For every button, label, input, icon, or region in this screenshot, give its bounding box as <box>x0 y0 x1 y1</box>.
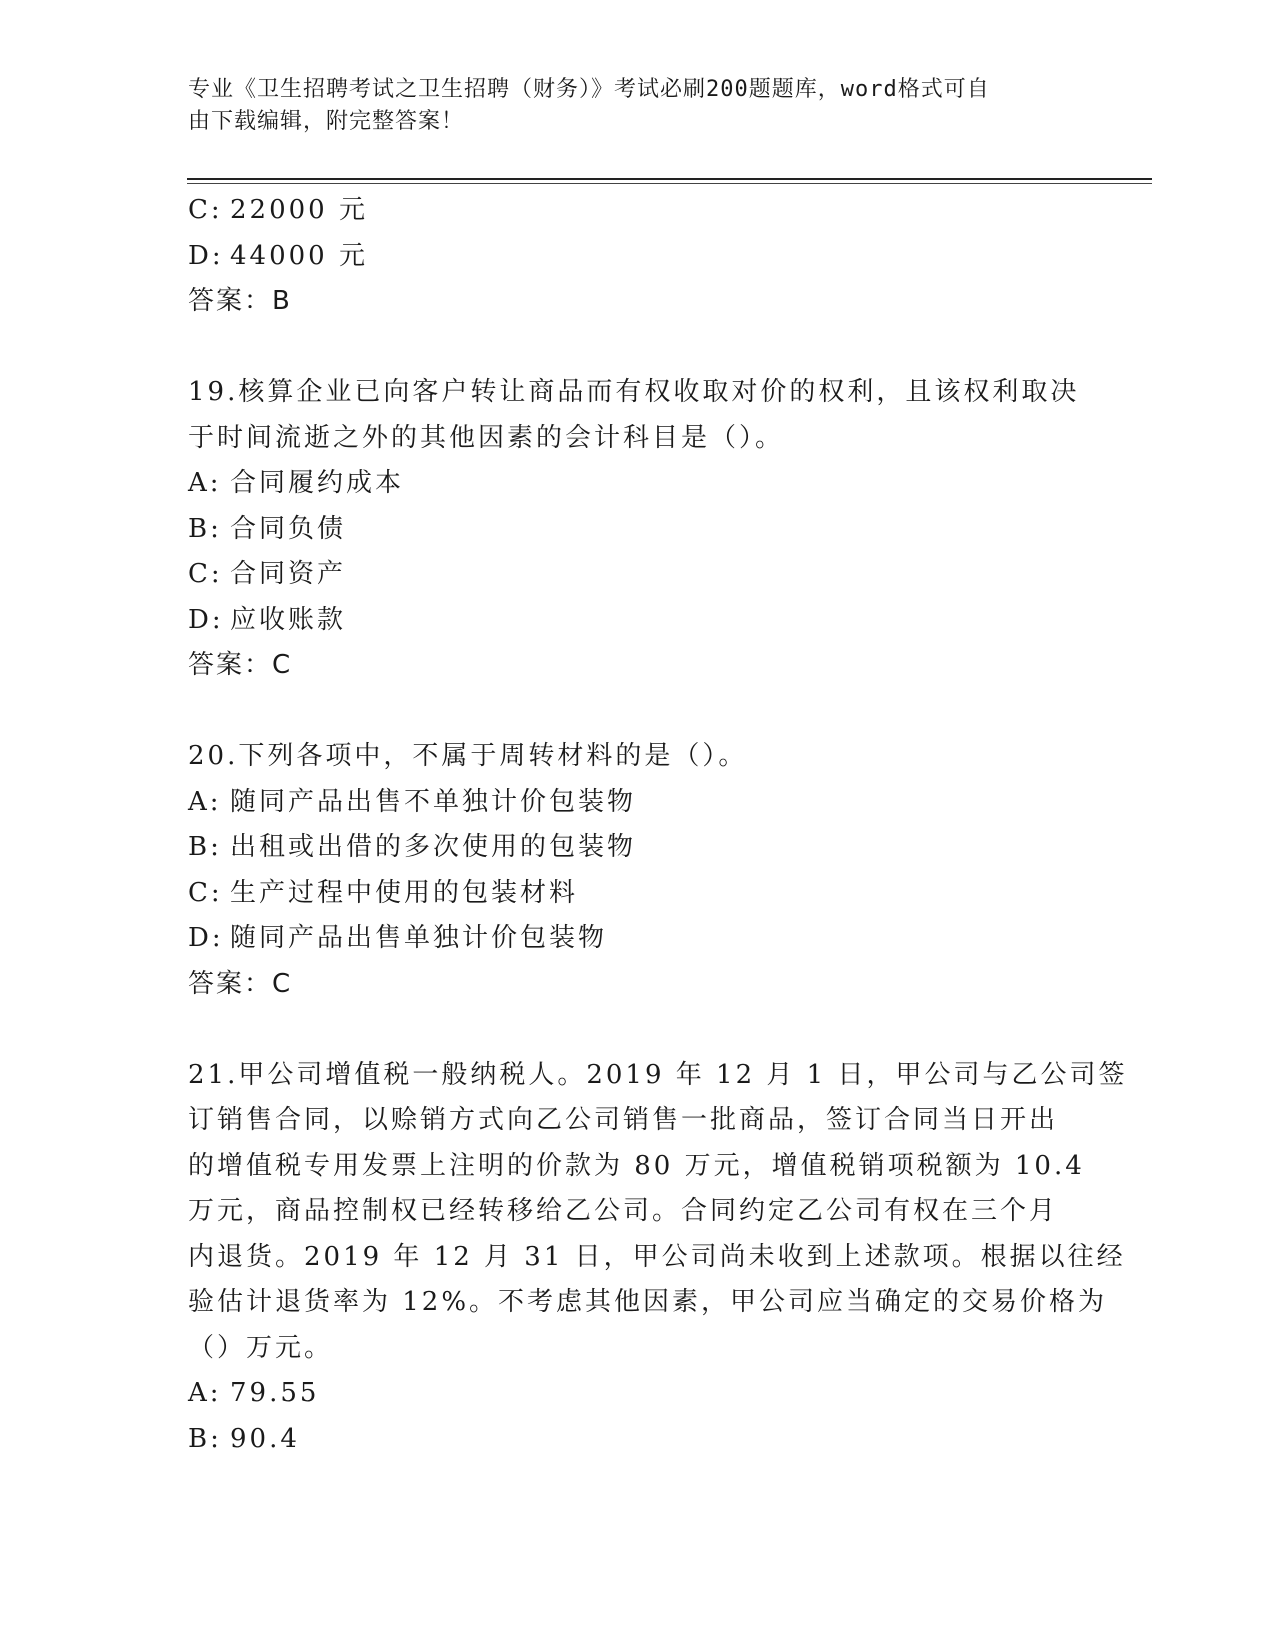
answer-line: 答案：C <box>188 650 293 680</box>
option-a <box>188 461 1088 507</box>
option-label: B: <box>188 513 222 544</box>
question-content <box>188 188 1128 1462</box>
option-text: 79.55 <box>230 1378 320 1408</box>
option-label: A: <box>188 468 222 498</box>
question-stem: 万元，商品控制权已经转移给乙公司。合同约定乙公司有权在三个月 <box>188 1196 1059 1226</box>
option-a <box>188 1371 1088 1417</box>
option-text: 生产过程中使用的包装材料 <box>230 877 579 908</box>
option-c <box>188 871 1088 917</box>
option-label: C: <box>188 559 223 589</box>
question-stem: 的增值税专用发票上注明的价款为 80 万元，增值税销项税额为 10.4 <box>188 1150 1085 1181</box>
question-20 <box>188 734 1088 1007</box>
answer-line: 答案：B <box>188 286 292 316</box>
option-text: 随同产品出售单独计价包装物 <box>230 923 608 953</box>
option-label: D: <box>188 923 224 953</box>
option-label: B: <box>188 1423 222 1454</box>
option-label: A: <box>188 1378 222 1408</box>
option-label: C: <box>188 877 223 908</box>
question-stem: 于时间流逝之外的其他因素的会计科目是（）。 <box>188 422 785 453</box>
question-stem: 验估计退货率为 12%。不考虑其他因素，甲公司应当确定的交易价格为 <box>188 1287 1108 1317</box>
option-text: 出租或出借的多次使用的包装物 <box>230 832 637 862</box>
option-d <box>188 598 1088 644</box>
option-label: D: <box>188 240 224 271</box>
option-label: C: <box>188 195 223 225</box>
option-label: A: <box>188 786 222 817</box>
question-stem: 20.下列各项中，不属于周转材料的是（）。 <box>188 741 748 771</box>
option-text: 合同资产 <box>230 559 347 589</box>
option-a <box>188 780 1088 826</box>
question-21 <box>188 1053 1128 1463</box>
option-text: 44000 元 <box>230 240 368 271</box>
answer-line: 答案：C <box>188 968 293 999</box>
document-header <box>188 74 1068 138</box>
option-text: 随同产品出售不单独计价包装物 <box>230 786 637 817</box>
header-divider-thick <box>187 178 1152 180</box>
option-text: 90.4 <box>230 1423 300 1454</box>
spacer <box>188 325 1088 371</box>
option-label: D: <box>188 604 224 635</box>
option-text: 22000 元 <box>230 195 368 225</box>
option-d <box>188 916 1088 962</box>
question-stem: 内退货。2019 年 12 月 31 日，甲公司尚未收到上述款项。根据以往经 <box>188 1241 1126 1272</box>
option-d <box>188 234 1088 280</box>
question-19 <box>188 370 1088 689</box>
option-c <box>188 552 1088 598</box>
option-label: B: <box>188 832 222 862</box>
header-line-1: 专业《卫生招聘考试之卫生招聘（财务）》考试必刷200题题库，word格式可自 <box>188 77 990 102</box>
question-stem: 订销售合同，以赊销方式向乙公司销售一批商品，签订合同当日开出 <box>188 1105 1059 1135</box>
option-c <box>188 188 1088 234</box>
option-b <box>188 825 1088 871</box>
prev-question-block <box>188 188 1088 325</box>
question-stem: 21.甲公司增值税一般纳税人。2019 年 12 月 1 日，甲公司与乙公司签 <box>188 1059 1128 1090</box>
question-stem: 19.核算企业已向客户转让商品而有权收取对价的权利，且该权利取决 <box>188 377 1080 407</box>
option-b <box>188 1417 1088 1463</box>
option-text: 合同负债 <box>230 513 347 544</box>
spacer <box>188 1007 1088 1053</box>
header-line-2: 由下载编辑，附完整答案！ <box>188 109 465 134</box>
question-stem: （）万元。 <box>188 1332 334 1363</box>
header-divider-thin <box>187 183 1152 184</box>
option-text: 合同履约成本 <box>230 468 405 498</box>
option-b <box>188 507 1088 553</box>
option-text: 应收账款 <box>230 604 347 635</box>
spacer <box>188 689 1088 735</box>
